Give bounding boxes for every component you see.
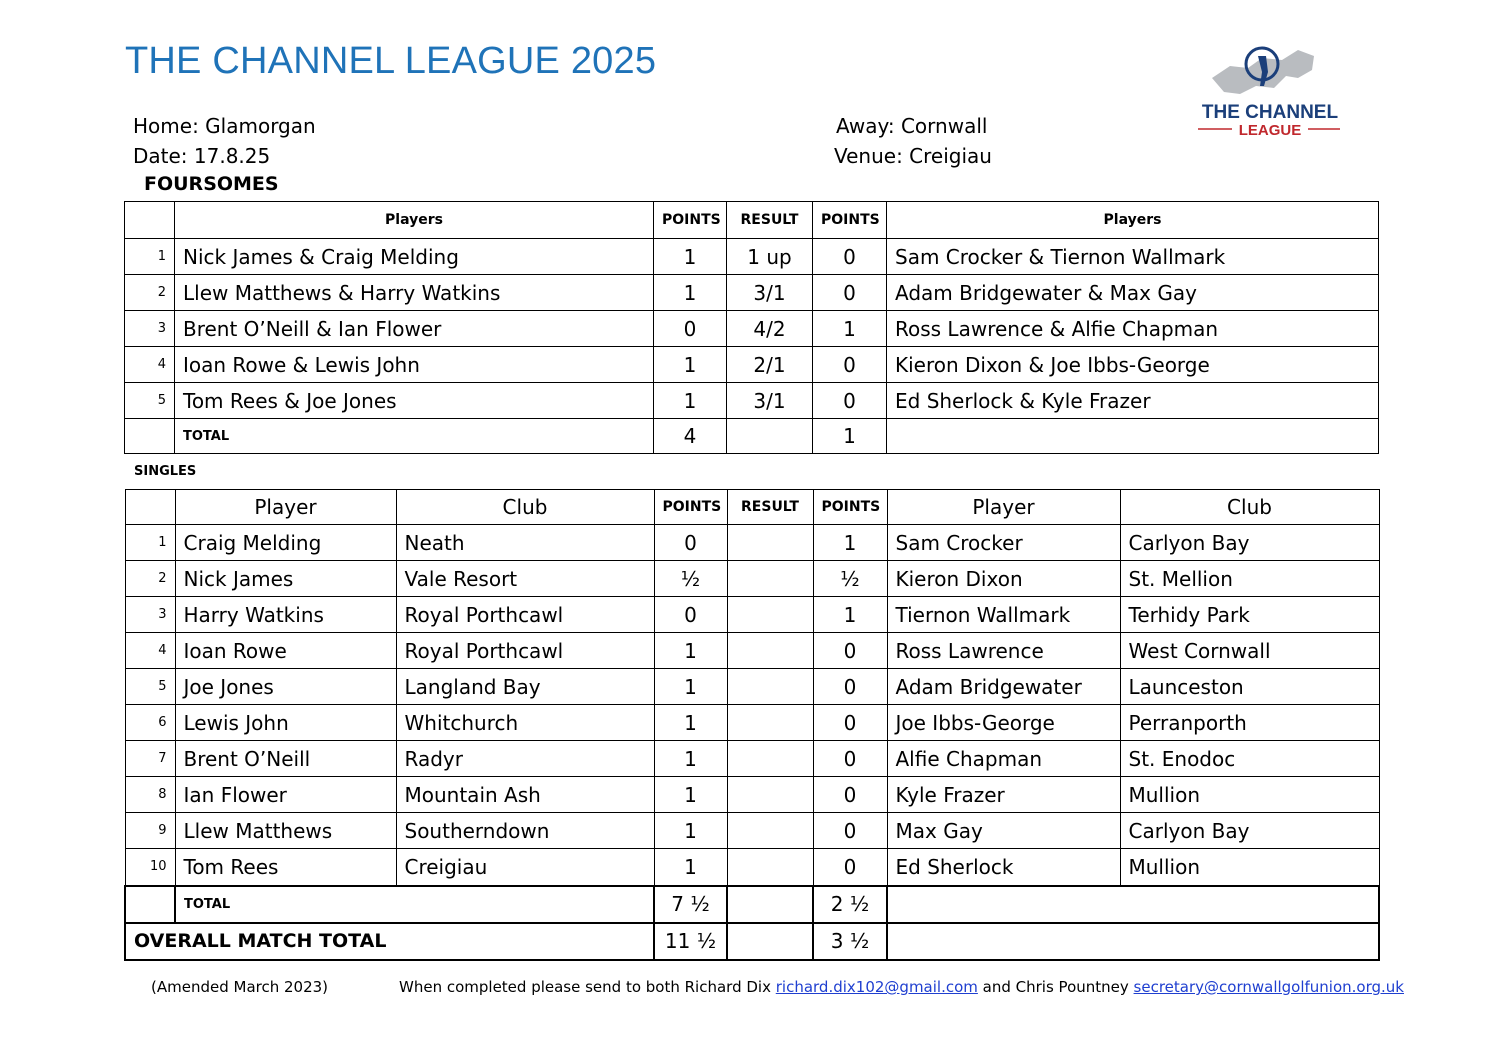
home-club: Royal Porthcawl — [396, 597, 654, 633]
away-player: Alfie Chapman — [887, 741, 1120, 777]
away-player: Ross Lawrence — [887, 633, 1120, 669]
singles-label: SINGLES — [134, 464, 197, 479]
home-pair: Tom Rees & Joe Jones — [175, 383, 654, 419]
home-club: Neath — [396, 525, 654, 561]
points-home-header: POINTS — [654, 490, 727, 525]
blank-cell — [727, 886, 813, 923]
player-away-header: Player — [887, 490, 1120, 525]
club-home-header: Club — [396, 490, 654, 525]
away-club: Mullion — [1120, 849, 1379, 886]
overall-total-row — [125, 923, 1379, 960]
points-away-header: POINTS — [813, 202, 887, 239]
table-row — [125, 849, 1379, 886]
send-text: When completed please send to both Richard Dix — [399, 978, 771, 996]
row-number: 5 — [125, 669, 175, 705]
home-points: 1 — [654, 383, 727, 419]
table-row — [125, 525, 1379, 561]
total-label: TOTAL — [175, 886, 654, 923]
home-pair: Brent O’Neill & Ian Flower — [175, 311, 654, 347]
home-player: Llew Matthews — [175, 813, 396, 849]
table-row — [125, 561, 1379, 597]
home-points: 0 — [654, 311, 727, 347]
players-home-header: Players — [175, 202, 654, 239]
foursomes-table — [124, 201, 1379, 454]
club-away-header: Club — [1120, 490, 1379, 525]
foursomes-label: FOURSOMES — [144, 173, 279, 195]
home-club: Vale Resort — [396, 561, 654, 597]
away-team: Away: Cornwall — [836, 114, 988, 138]
email-link-richard[interactable]: richard.dix102@gmail.com — [775, 978, 978, 996]
row-number: 1 — [125, 525, 175, 561]
points-away-header: POINTS — [813, 490, 887, 525]
result-cell — [727, 741, 813, 777]
result-header: RESULT — [727, 202, 813, 239]
total-away-points: 1 — [813, 419, 887, 454]
channel-league-logo — [1190, 38, 1350, 138]
away-club: Mullion — [1120, 777, 1379, 813]
result-header: RESULT — [727, 490, 813, 525]
table-row — [125, 777, 1379, 813]
away-club: Terhidy Park — [1120, 597, 1379, 633]
result-cell — [727, 813, 813, 849]
result-cell — [727, 705, 813, 741]
home-player: Nick James — [175, 561, 396, 597]
match-result: 1 up — [727, 239, 813, 275]
email-link-secretary[interactable]: secretary@cornwallgolfunion.org.uk — [1133, 978, 1404, 996]
home-points: 1 — [654, 849, 727, 886]
home-team: Home: Glamorgan — [133, 114, 316, 138]
row-number: 3 — [125, 597, 175, 633]
home-club: Langland Bay — [396, 669, 654, 705]
home-points: 1 — [654, 669, 727, 705]
home-points: 0 — [654, 597, 727, 633]
result-cell — [727, 849, 813, 886]
singles-header-row — [125, 490, 1379, 525]
row-number: 4 — [125, 347, 175, 383]
away-player: Ed Sherlock — [887, 849, 1120, 886]
singles-table — [124, 489, 1380, 961]
foursomes-header-row — [125, 202, 1379, 239]
home-club: Whitchurch — [396, 705, 654, 741]
home-player: Ioan Rowe — [175, 633, 396, 669]
table-row — [125, 813, 1379, 849]
table-row — [125, 383, 1379, 419]
home-club: Southerndown — [396, 813, 654, 849]
away-player: Kyle Frazer — [887, 777, 1120, 813]
match-result: 4/2 — [727, 311, 813, 347]
result-cell — [727, 561, 813, 597]
index-header — [125, 202, 175, 239]
table-row — [125, 597, 1379, 633]
match-result: 2/1 — [727, 347, 813, 383]
table-row — [125, 669, 1379, 705]
away-club: West Cornwall — [1120, 633, 1379, 669]
away-player: Joe Ibbs-George — [887, 705, 1120, 741]
table-row — [125, 633, 1379, 669]
home-club: Creigiau — [396, 849, 654, 886]
overall-away-points: 3 ½ — [813, 923, 887, 960]
and-text: and Chris Pountney — [982, 978, 1129, 996]
row-number: 6 — [125, 705, 175, 741]
away-player: Sam Crocker — [887, 525, 1120, 561]
away-club: Carlyon Bay — [1120, 813, 1379, 849]
away-points: 1 — [813, 525, 887, 561]
table-row — [125, 741, 1379, 777]
match-result: 3/1 — [727, 383, 813, 419]
away-points: 0 — [813, 275, 887, 311]
amended-note: (Amended March 2023) — [151, 978, 329, 996]
home-points: 1 — [654, 741, 727, 777]
away-club: Launceston — [1120, 669, 1379, 705]
home-club: Royal Porthcawl — [396, 633, 654, 669]
overall-home-points: 11 ½ — [654, 923, 727, 960]
points-home-header: POINTS — [654, 202, 727, 239]
index-header — [125, 490, 175, 525]
home-player: Joe Jones — [175, 669, 396, 705]
away-points: 0 — [813, 705, 887, 741]
svg-text:THE CHANNEL: THE CHANNEL — [1201, 102, 1339, 123]
home-points: 0 — [654, 525, 727, 561]
blank-cell — [727, 923, 813, 960]
result-cell — [727, 525, 813, 561]
away-club: St. Mellion — [1120, 561, 1379, 597]
away-club: Carlyon Bay — [1120, 525, 1379, 561]
result-cell — [727, 597, 813, 633]
away-points: 0 — [813, 669, 887, 705]
row-number: 2 — [125, 275, 175, 311]
match-result: 3/1 — [727, 275, 813, 311]
home-points: 1 — [654, 633, 727, 669]
away-points: 0 — [813, 849, 887, 886]
total-home-points: 7 ½ — [654, 886, 727, 923]
submission-note — [399, 978, 1404, 996]
page-title: THE CHANNEL LEAGUE 2025 — [125, 40, 657, 82]
foursomes-total-row — [125, 419, 1379, 454]
player-home-header: Player — [175, 490, 396, 525]
away-pair: Ed Sherlock & Kyle Frazer — [887, 383, 1379, 419]
blank-cell — [887, 419, 1379, 454]
home-points: 1 — [654, 239, 727, 275]
away-points: 0 — [813, 777, 887, 813]
home-player: Ian Flower — [175, 777, 396, 813]
away-club: St. Enodoc — [1120, 741, 1379, 777]
away-pair: Kieron Dixon & Joe Ibbs-George — [887, 347, 1379, 383]
blank-cell — [125, 419, 175, 454]
away-player: Kieron Dixon — [887, 561, 1120, 597]
row-number: 2 — [125, 561, 175, 597]
home-points: 1 — [654, 275, 727, 311]
overall-total-label: OVERALL MATCH TOTAL — [125, 923, 654, 960]
total-home-points: 4 — [654, 419, 727, 454]
away-club: Perranporth — [1120, 705, 1379, 741]
home-player: Brent O’Neill — [175, 741, 396, 777]
home-player: Harry Watkins — [175, 597, 396, 633]
table-row — [125, 311, 1379, 347]
result-cell — [727, 669, 813, 705]
row-number: 10 — [125, 849, 175, 886]
blank-cell — [887, 923, 1379, 960]
table-row — [125, 705, 1379, 741]
home-player: Tom Rees — [175, 849, 396, 886]
singles-total-row — [125, 886, 1379, 923]
row-number: 1 — [125, 239, 175, 275]
away-pair: Ross Lawrence & Alfie Chapman — [887, 311, 1379, 347]
total-label: TOTAL — [175, 419, 654, 454]
away-points: 0 — [813, 741, 887, 777]
row-number: 7 — [125, 741, 175, 777]
svg-text:LEAGUE: LEAGUE — [1238, 122, 1302, 138]
match-venue: Venue: Creigiau — [834, 144, 992, 168]
table-row — [125, 275, 1379, 311]
home-pair: Llew Matthews & Harry Watkins — [175, 275, 654, 311]
home-points: 1 — [654, 777, 727, 813]
blank-cell — [125, 886, 175, 923]
row-number: 4 — [125, 633, 175, 669]
away-points: 0 — [813, 813, 887, 849]
home-player: Craig Melding — [175, 525, 396, 561]
match-date: Date: 17.8.25 — [133, 144, 271, 168]
row-number: 3 — [125, 311, 175, 347]
home-club: Radyr — [396, 741, 654, 777]
row-number: 5 — [125, 383, 175, 419]
row-number: 8 — [125, 777, 175, 813]
home-player: Lewis John — [175, 705, 396, 741]
away-points: 0 — [813, 633, 887, 669]
result-cell — [727, 633, 813, 669]
away-points: 1 — [813, 311, 887, 347]
away-pair: Adam Bridgewater & Max Gay — [887, 275, 1379, 311]
players-away-header: Players — [887, 202, 1379, 239]
away-player: Tiernon Wallmark — [887, 597, 1120, 633]
away-player: Max Gay — [887, 813, 1120, 849]
away-pair: Sam Crocker & Tiernon Wallmark — [887, 239, 1379, 275]
away-points: 0 — [813, 239, 887, 275]
total-away-points: 2 ½ — [813, 886, 887, 923]
home-points: 1 — [654, 705, 727, 741]
home-points: 1 — [654, 813, 727, 849]
result-cell — [727, 777, 813, 813]
home-points: ½ — [654, 561, 727, 597]
away-points: 0 — [813, 383, 887, 419]
home-pair: Ioan Rowe & Lewis John — [175, 347, 654, 383]
table-row — [125, 239, 1379, 275]
home-pair: Nick James & Craig Melding — [175, 239, 654, 275]
row-number: 9 — [125, 813, 175, 849]
home-club: Mountain Ash — [396, 777, 654, 813]
away-points: 1 — [813, 597, 887, 633]
away-points: ½ — [813, 561, 887, 597]
away-points: 0 — [813, 347, 887, 383]
home-points: 1 — [654, 347, 727, 383]
table-row — [125, 347, 1379, 383]
blank-cell — [887, 886, 1379, 923]
away-player: Adam Bridgewater — [887, 669, 1120, 705]
blank-cell — [727, 419, 813, 454]
